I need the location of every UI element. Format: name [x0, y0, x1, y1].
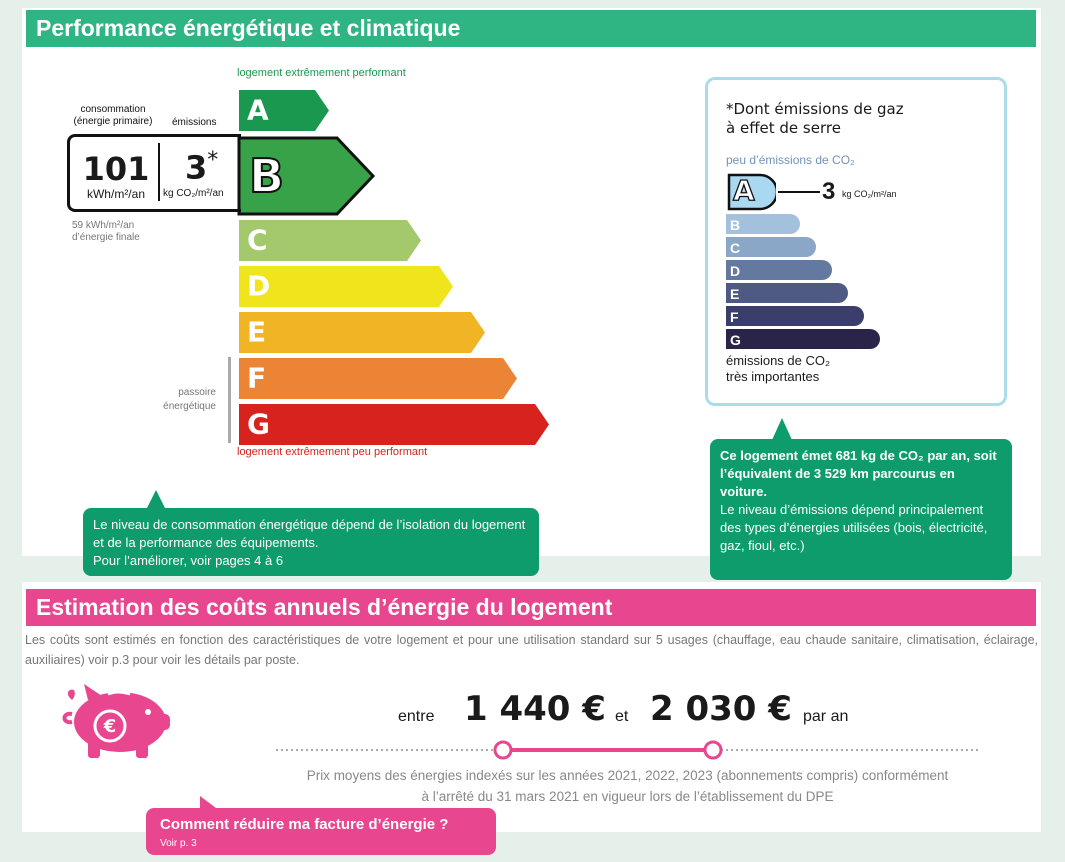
bottom-class-label: logement extrêmement peu performant	[237, 446, 428, 458]
dpe-bar-d	[237, 264, 457, 309]
cost-range	[398, 688, 868, 732]
emissions-label: émissions	[172, 117, 217, 128]
dpe-title: Performance énergétique et climatique	[26, 10, 1036, 47]
costs-title: Estimation des coûts annuels d’énergie du logement	[26, 589, 1036, 626]
ges-bar-f	[726, 306, 866, 327]
dpe-bar-e	[237, 310, 489, 355]
cost-max: 2 030 €	[650, 689, 792, 729]
dpe-bar-letter: E	[247, 315, 267, 349]
dpe-bar-c	[237, 218, 425, 263]
cost-and: et	[615, 708, 629, 725]
emissions-value	[185, 148, 218, 187]
passoire-bracket	[228, 357, 231, 443]
reduce-bill-button[interactable]	[146, 808, 496, 855]
callout-consumption-text: Le niveau de consommation énergétique dépend de l’isolation du logement et de la performance des équipements.	[93, 517, 526, 550]
reduce-bill-label: Comment réduire ma facture d’énergie ?	[160, 816, 449, 833]
callout-emissions-bold: Ce logement émet 681 kg de CO₂ par an, soit l’équivalent de 3 529 km parcourus en voiture.	[720, 448, 997, 499]
dpe-bar-letter: B	[249, 149, 285, 203]
ges-bar-b	[726, 214, 802, 235]
ges-bar-letter: B	[730, 217, 741, 233]
callout-consumption	[83, 508, 539, 576]
callout-consumption-link[interactable]: Pour l’améliorer, voir pages 4 à 6	[93, 553, 284, 568]
ges-bar-c	[726, 237, 818, 258]
cost-min: 1 440 €	[464, 689, 606, 729]
dpe-bar-f	[237, 356, 521, 401]
ges-bar-letter: F	[730, 309, 739, 325]
svg-text:€: €	[103, 716, 117, 737]
dpe-bar-letter: D	[247, 269, 271, 303]
dpe-bar-letter: F	[247, 361, 267, 395]
ges-bar-e	[726, 283, 850, 304]
ges-top-label: peu d’émissions de CO₂	[726, 153, 855, 167]
emissions-unit: kg CO₂/m²/an	[163, 188, 224, 199]
costs-intro: Les coûts sont estimés en fonction des caractéristiques de votre logement et pour une utilisation standard sur 5 usages (chauffage, eau chaude sanitaire, climatisation, éclairage, auxiliaires) voir p.3 pour voir les détails par poste.	[25, 633, 1038, 667]
dpe-bar-letter: G	[247, 407, 270, 441]
emissions-star: *	[207, 148, 219, 173]
final-energy-note: 59 kWh/m²/an d’énergie finale	[72, 220, 140, 243]
dpe-bar-letter: C	[247, 223, 268, 257]
emissions-number: 3	[185, 148, 208, 187]
dpe-bar-a	[237, 88, 333, 133]
ges-bar-g	[726, 329, 882, 350]
consumption-value: 101	[82, 150, 150, 188]
top-class-label: logement extrêmement performant	[237, 67, 406, 79]
ges-bar-letter: D	[730, 263, 741, 279]
ges-bar-d	[726, 260, 834, 281]
callout-right-pointer	[772, 418, 792, 440]
piggy-bank-icon	[58, 680, 188, 760]
ges-connector	[778, 191, 820, 193]
ges-bottom-label: émissions de CO₂ très importantes	[726, 353, 831, 384]
ges-note: *Dont émissions de gaz à effet de serre	[726, 100, 904, 137]
box-divider	[158, 143, 160, 201]
passoire-label: passoire énergétique	[163, 387, 216, 412]
cost-range-slider	[272, 737, 984, 763]
dpe-bar-b	[237, 136, 377, 216]
callout-emissions-text: Le niveau d’émissions dépend principalement des types d’énergies utilisées (bois, électricité, gaz, fioul, etc.)	[720, 502, 988, 553]
consumption-unit: kWh/m²/an	[86, 187, 145, 201]
ges-unit: kg CO₂/m²/an	[842, 189, 897, 199]
cost-between: entre	[398, 708, 435, 725]
ges-bar-letter: C	[730, 240, 741, 256]
reduce-bill-sub: Voir p. 3	[160, 838, 197, 849]
dpe-bar-g	[237, 402, 553, 447]
ges-value: 3	[822, 178, 836, 205]
dpe-bar-letter: A	[247, 93, 269, 127]
ges-class-a-letter: A	[733, 174, 755, 207]
cost-note-line2: à l’arrêté du 31 mars 2021 en vigueur lors de l’établissement du DPE	[421, 789, 834, 804]
callout-left-pointer	[146, 490, 166, 510]
ges-bar-letter: G	[730, 332, 741, 348]
consumption-label: consommation (énergie primaire)	[73, 104, 153, 127]
ges-bar-letter: E	[730, 286, 740, 302]
cost-note-line1: Prix moyens des énergies indexés sur les années 2021, 2022, 2023 (abonnements compris) conformément	[306, 768, 949, 783]
cost-per-year: par an	[803, 708, 849, 725]
callout-emissions	[710, 439, 1012, 580]
